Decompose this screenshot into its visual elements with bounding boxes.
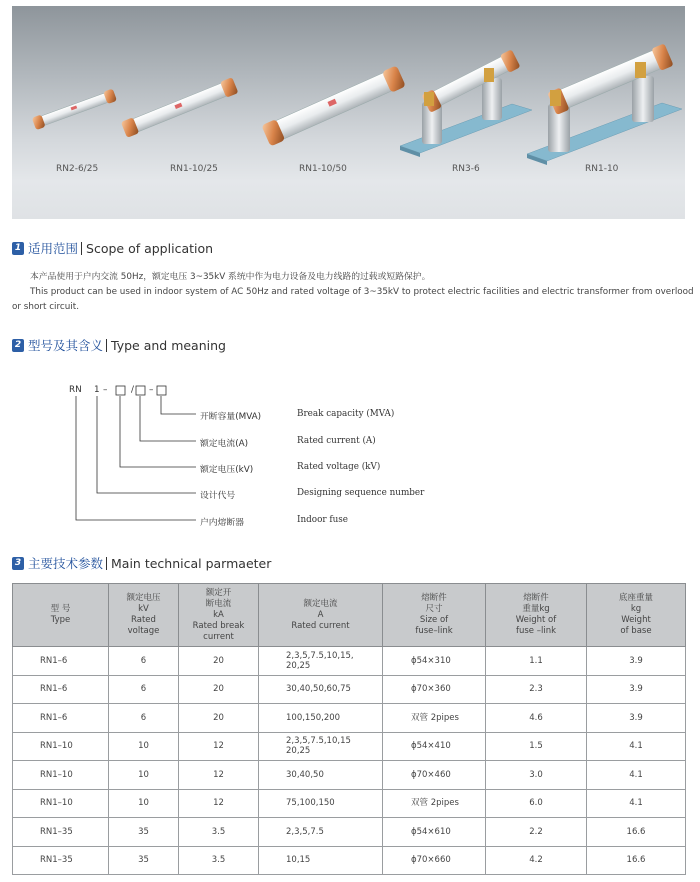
scope-text-cn: 本产品使用于户内交流 50Hz，额定电压 3~35kV 系统中作为电力设备及电力线路的过载或短路保护。 (30, 272, 431, 282)
header-fuse-weight: 熔断件 重量kg Weight of fuse –link (486, 584, 587, 647)
divider (106, 339, 107, 352)
diagram-label-en-rated-current: Rated current (A) (297, 436, 376, 446)
section-number-badge: 3 (12, 557, 24, 570)
fuse-rn1-10-with-base (527, 43, 682, 165)
table-row: RN1–6 6 20 100,150,200 双管 2pipes 4.6 3.9 (13, 704, 686, 733)
diagram-label-en-indoor-fuse: Indoor fuse (297, 515, 349, 525)
diagram-label-cn-break-capacity: 开断容量(MVA) (200, 412, 262, 422)
diagram-label-cn-rated-current: 额定电流(A) (200, 439, 249, 449)
section-title-cn: 适用范围 (28, 241, 79, 256)
fuse-rn2-6-25 (32, 88, 117, 130)
section-title-cn: 型号及其含义 (28, 338, 104, 353)
diagram-label-en-break-capacity: Break capacity (MVA) (297, 409, 395, 419)
diagram-label-en-rated-voltage: Rated voltage (kV) (297, 462, 381, 472)
code-prefix: RN (69, 385, 82, 395)
table-row: RN1–35 35 3.5 10,15 ϕ70×660 4.2 16.6 (13, 846, 686, 875)
table-row: RN1–10 10 12 75,100,150 双管 2pipes 6.0 4.1 (13, 789, 686, 818)
section-heading-scope (12, 240, 213, 256)
section-heading-parameters (12, 555, 271, 571)
caption-rn1-10: RN1-10 (585, 164, 619, 174)
fuse-rn1-10-50 (261, 65, 406, 146)
header-rated-voltage: 额定电压 kV Rated voltage (109, 584, 179, 647)
header-fuse-size: 熔断件 尺寸 Size of fuse–link (383, 584, 486, 647)
product-photo-banner (12, 6, 685, 219)
fuse-products-illustration (12, 6, 685, 219)
scope-text-en-line1: This product can be used in indoor system of AC 50Hz and rated voltage of 3~35kV to protect electric facilities and electric transformer from overlood (30, 287, 694, 297)
table-row: RN1–6 6 20 2,3,5,7.5,10,15, 20,25 ϕ54×310 1.1 3.9 (13, 647, 686, 676)
section-title-en: Type and meaning (111, 337, 226, 353)
technical-parameter-table (12, 583, 686, 875)
header-rated-break-current: 额定开 断电流 kA Rated break current (179, 584, 259, 647)
caption-rn1-10-25: RN1-10/25 (170, 164, 218, 174)
caption-rn3-6: RN3-6 (452, 164, 480, 174)
fuse-rn3-6-with-base (400, 49, 532, 157)
divider (81, 242, 82, 255)
section-number-badge: 2 (12, 339, 24, 352)
diagram-label-en-sequence: Designing sequence number (297, 488, 425, 498)
table-row: RN1–35 35 3.5 2,3,5,7.5 ϕ54×610 2.2 16.6 (13, 818, 686, 847)
header-base-weight: 底座重量 kg Weight of base (587, 584, 686, 647)
code-dash-2: – (149, 385, 154, 395)
caption-rn1-10-50: RN1-10/50 (299, 164, 347, 174)
diagram-label-cn-sequence: 设计代号 (200, 491, 236, 501)
section-title-en: Main technical parmaeter (111, 555, 272, 571)
code-slash: / (131, 385, 134, 395)
table-row: RN1–10 10 12 2,3,5,7.5,10,15 20,25 ϕ54×410 1.5 4.1 (13, 732, 686, 761)
table-row: RN1–10 10 12 30,40,50 ϕ70×460 3.0 4.1 (13, 761, 686, 790)
scope-text-en-line2: or short circuit. (12, 302, 80, 312)
code-seq: 1 (94, 385, 100, 395)
diagram-label-cn-indoor-fuse: 户内熔断器 (200, 518, 244, 528)
diagram-label-cn-rated-voltage: 额定电压(kV) (200, 465, 254, 475)
table-header-row (13, 584, 686, 647)
header-rated-current: 额定电流 A Rated current (259, 584, 383, 647)
caption-rn2-6-25: RN2-6/25 (56, 164, 99, 174)
fuse-rn1-10-25 (121, 77, 239, 138)
divider (106, 557, 107, 570)
section-number-badge: 1 (12, 242, 24, 255)
header-type: 型 号 Type (13, 584, 109, 647)
section-title-en: Scope of application (86, 240, 214, 256)
section-title-cn: 主要技术参数 (28, 556, 104, 571)
code-dash-1: – (103, 385, 108, 395)
section-heading-type (12, 337, 226, 353)
table-row: RN1–6 6 20 30,40,50,60,75 ϕ70×360 2.3 3.9 (13, 675, 686, 704)
